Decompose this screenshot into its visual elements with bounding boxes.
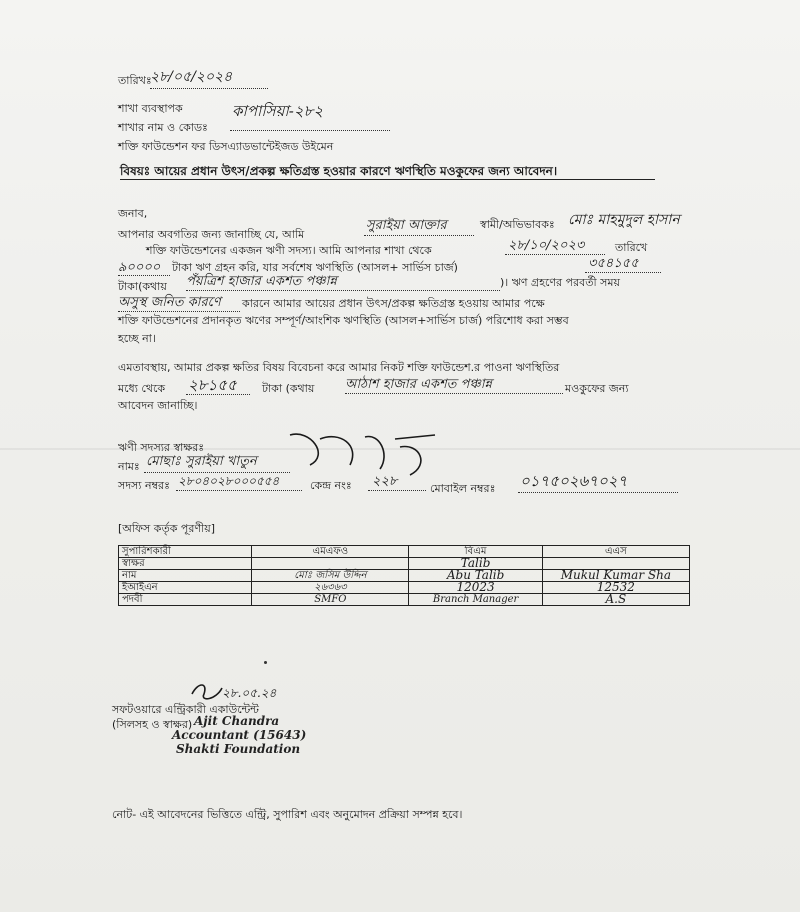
member-sign-label: ঋণী সদস্যর স্বাক্ষরঃ bbox=[118, 441, 205, 454]
para2-line2-text-a: মধ্যে থেকে bbox=[118, 382, 166, 395]
footer-note: নোট- এই আবেদনের ভিত্তিতে এন্ট্রি, সুপারিশ এবং অনুমোদন প্রক্রিয়া সম্পন্ন হবে। bbox=[112, 808, 463, 821]
office-use-note: [অফিস কর্তৃক পূরণীয়] bbox=[118, 522, 215, 535]
para2-line3-text: আবেদন জানাচ্ছি। bbox=[118, 399, 198, 412]
member-number-label: সদস্য নম্বরঃ bbox=[118, 479, 170, 492]
member-number-value: ২৮০৪০২৮০০০৫৫৪ bbox=[178, 474, 280, 488]
salutation: জনাব, bbox=[118, 207, 148, 220]
accountant-label-line2: (সিলসহ ও স্বাক্ষর) bbox=[112, 718, 193, 731]
para2-line2-text-b: টাকা (কথায় bbox=[262, 382, 315, 395]
waive-amount-dotted-line bbox=[186, 394, 250, 395]
date-dotted-line bbox=[150, 88, 268, 89]
para1-line7-text: হচ্ছে না। bbox=[118, 332, 156, 345]
subject-underline bbox=[120, 179, 655, 180]
table-header-cell: এএস bbox=[542, 546, 689, 558]
waive-amount-value: ২৮১৫৫ bbox=[188, 376, 237, 394]
row-label: ইআইএন bbox=[119, 582, 252, 594]
reason-dotted-line bbox=[118, 311, 240, 312]
table-header-row bbox=[119, 546, 690, 558]
org-line: শক্তি ফাউন্ডেশন ফর ডিসএ্যাডভান্টেইজড উইমেন bbox=[118, 140, 334, 153]
loan-date-value: ২৮/১০/২০২৩ bbox=[508, 238, 585, 253]
table-cell: Mukul Kumar Sha bbox=[542, 570, 689, 582]
manager-label: শাখা ব্যবস্থাপক bbox=[118, 102, 183, 115]
balance-words-value: পঁয়ত্রিশ হাজার একশত পঞ্চান্ন bbox=[186, 274, 337, 289]
member-name-value: মোছাঃ সুরাইয়া খাতুন bbox=[146, 454, 257, 469]
center-value: ২২৮ bbox=[372, 474, 398, 489]
row-label: নাম bbox=[119, 570, 252, 582]
stamp-org: Shakti Foundation bbox=[176, 742, 301, 756]
table-cell: মোঃ জসিম উদ্দিন bbox=[252, 570, 409, 582]
applicant-name-value: সুরাইয়া আক্তার bbox=[366, 218, 447, 233]
accountant-label-line1: সফটওয়ারে এন্ট্রিকারী একাউন্টেন্ট bbox=[112, 703, 259, 716]
table-row bbox=[119, 582, 690, 594]
para1-line4-text-a: টাকা(কথায় bbox=[118, 280, 167, 293]
subject-line: বিষয়ঃ আয়ের প্রধান উৎস/প্রকল্প ক্ষতিগ্রস্ত হওয়ার কারণে ঋণস্থিতি মওকুফের জন্য আবেদন। bbox=[120, 164, 558, 178]
table-cell: Abu Talib bbox=[409, 570, 542, 582]
loan-amount-dotted-line bbox=[118, 275, 170, 276]
mobile-label: মোবাইল নম্বরঃ bbox=[430, 482, 496, 495]
date-label: তারিখঃ bbox=[118, 74, 152, 87]
center-label: কেন্দ্র নংঃ bbox=[310, 479, 352, 492]
para1-line2-text-b: তারিখে bbox=[615, 241, 648, 254]
para1-line4-text-b: )। ঋণ গ্রহণের পরবর্তী সময় bbox=[500, 276, 620, 289]
mobile-value: ০১৭৫০২৬৭০২৭ bbox=[520, 472, 628, 490]
recommendation-table bbox=[118, 545, 690, 606]
mobile-dotted-line bbox=[518, 492, 678, 493]
branch-value: কাপাসিয়া-২৮২ bbox=[232, 102, 324, 120]
applicant-name-dotted-line bbox=[364, 235, 474, 236]
balance-dotted-line bbox=[585, 272, 661, 273]
table-cell bbox=[252, 558, 409, 570]
para1-line1-text-a: আপনার অবগতির জন্য জানাচ্ছি যে, আমি bbox=[118, 228, 305, 241]
para1-line2-text-a: শক্তি ফাউন্ডেশনের একজন ঋণী সদস্য। আমি আপনার শাখা থেকে bbox=[146, 244, 432, 257]
loan-amount-value: ৯০০০০ bbox=[118, 260, 161, 275]
member-name-label: নামঃ bbox=[118, 460, 140, 473]
row-label: স্বাক্ষর bbox=[119, 558, 252, 570]
balance-value: ৩৫৪১৫৫ bbox=[588, 256, 639, 271]
para1-guardian-label: স্বামী/অভিভাবকঃ bbox=[480, 218, 555, 231]
table-header-cell: সুপারিশকারী bbox=[119, 546, 252, 558]
para1-line3-text: টাকা ঋণ গ্রহন করি, যার সর্বশেষ ঋণস্থিতি (আসল+ সার্ভিস চার্জ) bbox=[172, 261, 458, 274]
guardian-name-value: মোঃ মাহমুদুল হাসান bbox=[568, 212, 680, 228]
branch-label: শাখার নাম ও কোডঃ bbox=[118, 121, 208, 134]
table-cell: ২৬৩৬৩ bbox=[252, 582, 409, 594]
table-cell: SMFO bbox=[252, 594, 409, 606]
member-number-dotted-line bbox=[176, 490, 302, 491]
table-cell: 12023 bbox=[409, 582, 542, 594]
para2-line1-text: এমতাবস্থায়, আমার প্রকল্প ক্ষতির বিষয় বিবেচনা করে আমার নিকট শক্তি ফাউন্ডেশ.র পাওনা ঋণস্থিতির bbox=[118, 361, 560, 374]
stamp-title: Accountant (15643) bbox=[172, 728, 307, 742]
stamp-name: Ajit Chandra bbox=[194, 714, 280, 728]
para1-line5-text: কারনে আমার আয়ের প্রধান উৎস/প্রকল্প ক্ষতিগ্রস্ত হওয়ায় আমার পক্ষে bbox=[242, 297, 545, 310]
balance-words-dotted-line bbox=[186, 290, 500, 291]
member-name-dotted-line bbox=[144, 472, 290, 473]
row-label: পদবী bbox=[119, 594, 252, 606]
date-value: ২৮/০৫/২০২৪ bbox=[150, 69, 233, 85]
para2-line2-text-c: মওকুফের জন্য bbox=[565, 382, 629, 395]
accountant-sign-date: ২৮.০৫.২৪ bbox=[222, 686, 277, 700]
waive-words-dotted-line bbox=[345, 393, 563, 394]
table-cell: 12532 bbox=[542, 582, 689, 594]
waive-words-value: আঠাশ হাজার একশত পঞ্চান্ন bbox=[345, 377, 492, 392]
table-cell: Branch Manager bbox=[409, 594, 542, 606]
reason-value: অসুস্থ জনিত কারণে bbox=[118, 295, 221, 310]
branch-dotted-line bbox=[230, 130, 390, 131]
loan-date-dotted-line bbox=[505, 254, 605, 255]
table-cell: Talib bbox=[409, 558, 542, 570]
ink-dot bbox=[264, 661, 267, 664]
table-header-cell: এমএফও bbox=[252, 546, 409, 558]
para1-line6-text: শক্তি ফাউন্ডেশনের প্রদানকৃত ঋণের সম্পূর্ণ/আংশিক ঋণস্থিতি (আসল+সার্ভিস চার্জ) পরিশোধ করা সম্ভব bbox=[118, 314, 569, 327]
member-signature-mark bbox=[270, 425, 450, 480]
table-cell: A.S bbox=[542, 594, 689, 606]
table-header-cell: বিএম bbox=[409, 546, 542, 558]
center-dotted-line bbox=[368, 490, 426, 491]
table-row bbox=[119, 594, 690, 606]
